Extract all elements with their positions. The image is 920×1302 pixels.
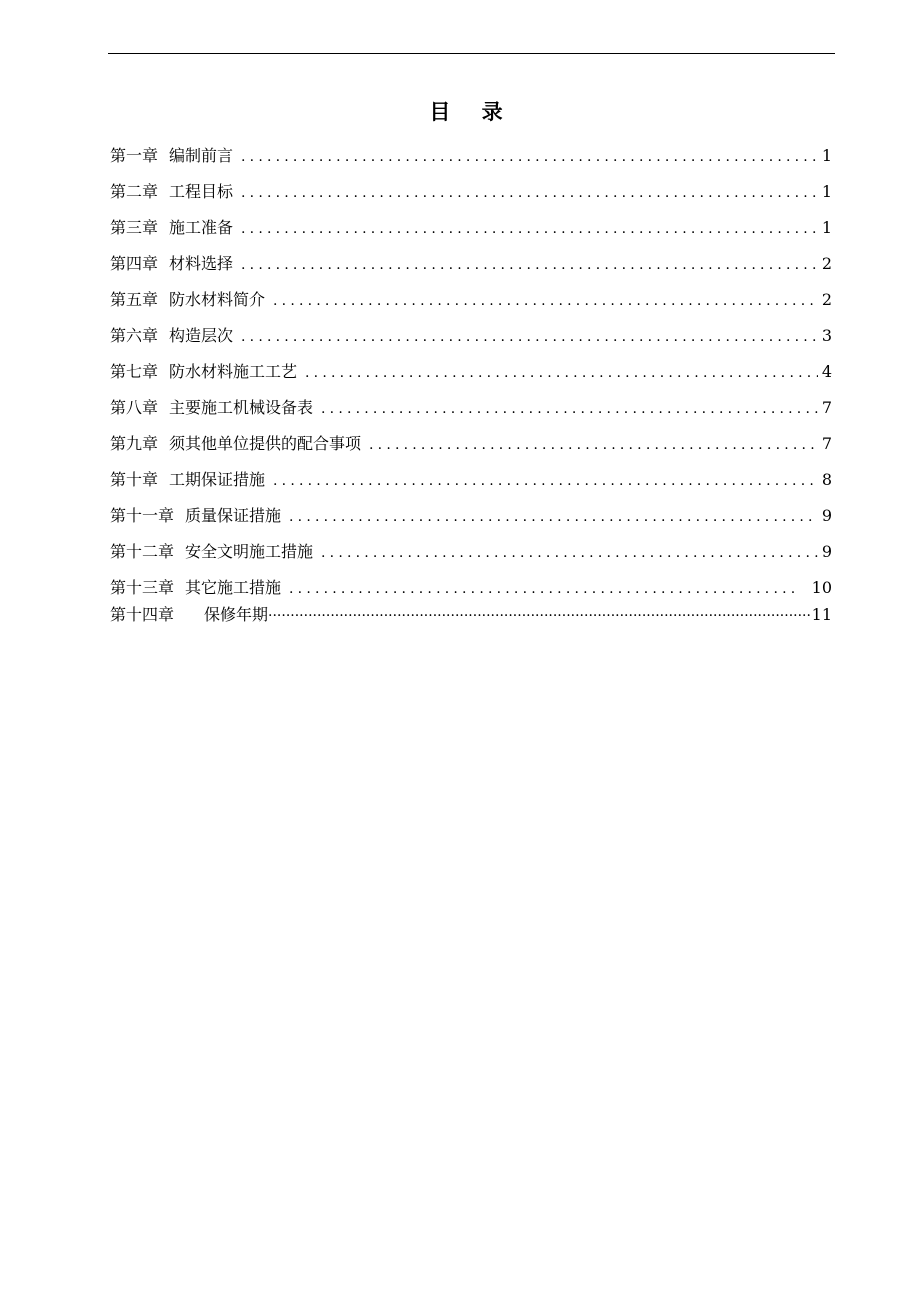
toc-page-number: 2 bbox=[821, 254, 832, 273]
toc-entry[interactable] bbox=[110, 174, 832, 210]
toc-dot-leader bbox=[241, 247, 818, 283]
toc-page-number: 9 bbox=[821, 542, 832, 561]
toc-chapter-number: 第一章 bbox=[110, 146, 159, 165]
toc-entry[interactable] bbox=[110, 534, 832, 570]
toc-chapter-number: 第十一章 bbox=[110, 506, 175, 525]
toc-page-number: 7 bbox=[821, 434, 832, 453]
toc-entry[interactable] bbox=[110, 246, 832, 282]
toc-page-number: 1 bbox=[821, 146, 832, 165]
toc-chapter-number: 第二章 bbox=[110, 182, 159, 201]
toc-entry[interactable] bbox=[110, 602, 832, 628]
toc-chapter-heading: 安全文明施工措施 bbox=[185, 542, 314, 561]
toc-chapter-number: 第八章 bbox=[110, 398, 159, 417]
toc-chapter-heading: 保修年期 bbox=[204, 605, 269, 624]
toc-chapter-number: 第六章 bbox=[110, 326, 159, 345]
toc-dot-leader bbox=[273, 283, 818, 319]
toc-entry[interactable] bbox=[110, 282, 832, 318]
toc-dot-leader bbox=[369, 427, 818, 463]
toc-chapter-number: 第九章 bbox=[110, 434, 159, 453]
toc-chapter-number: 第五章 bbox=[110, 290, 159, 309]
toc-dot-leader bbox=[289, 571, 800, 607]
toc-page-number: 7 bbox=[821, 398, 832, 417]
toc-dot-leader bbox=[241, 319, 818, 355]
toc-dot-leader bbox=[289, 499, 818, 535]
toc-chapter-heading: 工期保证措施 bbox=[169, 470, 266, 489]
toc-chapter-heading: 质量保证措施 bbox=[185, 506, 282, 525]
toc-chapter-number: 第三章 bbox=[110, 218, 159, 237]
toc-chapter-heading: 材料选择 bbox=[169, 254, 234, 273]
toc-dot-leader bbox=[321, 535, 818, 571]
toc-chapter-heading: 工程目标 bbox=[169, 182, 234, 201]
toc-page-number: 2 bbox=[821, 290, 832, 309]
toc-chapter-heading: 防水材料简介 bbox=[169, 290, 266, 309]
toc-entry[interactable] bbox=[110, 138, 832, 174]
toc-page-number: 1 bbox=[821, 218, 832, 237]
toc-page-number: 11 bbox=[811, 605, 832, 624]
toc-page-number: 1 bbox=[821, 182, 832, 201]
toc-dot-leader bbox=[241, 175, 818, 211]
toc-dot-leader bbox=[241, 211, 818, 247]
toc-page-number: 4 bbox=[821, 362, 832, 381]
toc-entry[interactable] bbox=[110, 498, 832, 534]
toc-title: 目 录 bbox=[429, 99, 515, 124]
header-rule bbox=[108, 53, 835, 54]
toc-chapter-heading: 须其他单位提供的配合事项 bbox=[169, 434, 362, 453]
toc-chapter-number: 第十章 bbox=[110, 470, 159, 489]
table-of-contents bbox=[110, 138, 832, 628]
toc-chapter-number: 第十四章 bbox=[110, 605, 175, 624]
toc-dot-leader bbox=[241, 139, 818, 175]
toc-page-number: 8 bbox=[821, 470, 832, 489]
toc-dot-leader bbox=[321, 391, 818, 427]
toc-chapter-number: 第七章 bbox=[110, 362, 159, 381]
toc-entry[interactable] bbox=[110, 210, 832, 246]
toc-page-number: 10 bbox=[811, 578, 832, 597]
toc-entry[interactable] bbox=[110, 462, 832, 498]
toc-dot-leader bbox=[273, 463, 818, 499]
toc-page-number: 3 bbox=[821, 326, 832, 345]
toc-chapter-heading: 编制前言 bbox=[169, 146, 234, 165]
toc-entry[interactable] bbox=[110, 354, 832, 390]
toc-chapter-heading: 构造层次 bbox=[169, 326, 234, 345]
toc-entry[interactable] bbox=[110, 426, 832, 462]
toc-chapter-number: 第十三章 bbox=[110, 578, 175, 597]
toc-chapter-number: 第十二章 bbox=[110, 542, 175, 561]
toc-entry[interactable] bbox=[110, 570, 832, 606]
toc-dot-leader bbox=[305, 355, 818, 391]
toc-dot-leader bbox=[268, 603, 810, 629]
toc-page-number: 9 bbox=[821, 506, 832, 525]
toc-chapter-heading: 施工准备 bbox=[169, 218, 234, 237]
toc-entry[interactable] bbox=[110, 390, 832, 426]
toc-chapter-number: 第四章 bbox=[110, 254, 159, 273]
toc-entry[interactable] bbox=[110, 318, 832, 354]
toc-chapter-heading: 其它施工措施 bbox=[185, 578, 282, 597]
toc-chapter-heading: 主要施工机械设备表 bbox=[169, 398, 314, 417]
toc-chapter-heading: 防水材料施工工艺 bbox=[169, 362, 298, 381]
